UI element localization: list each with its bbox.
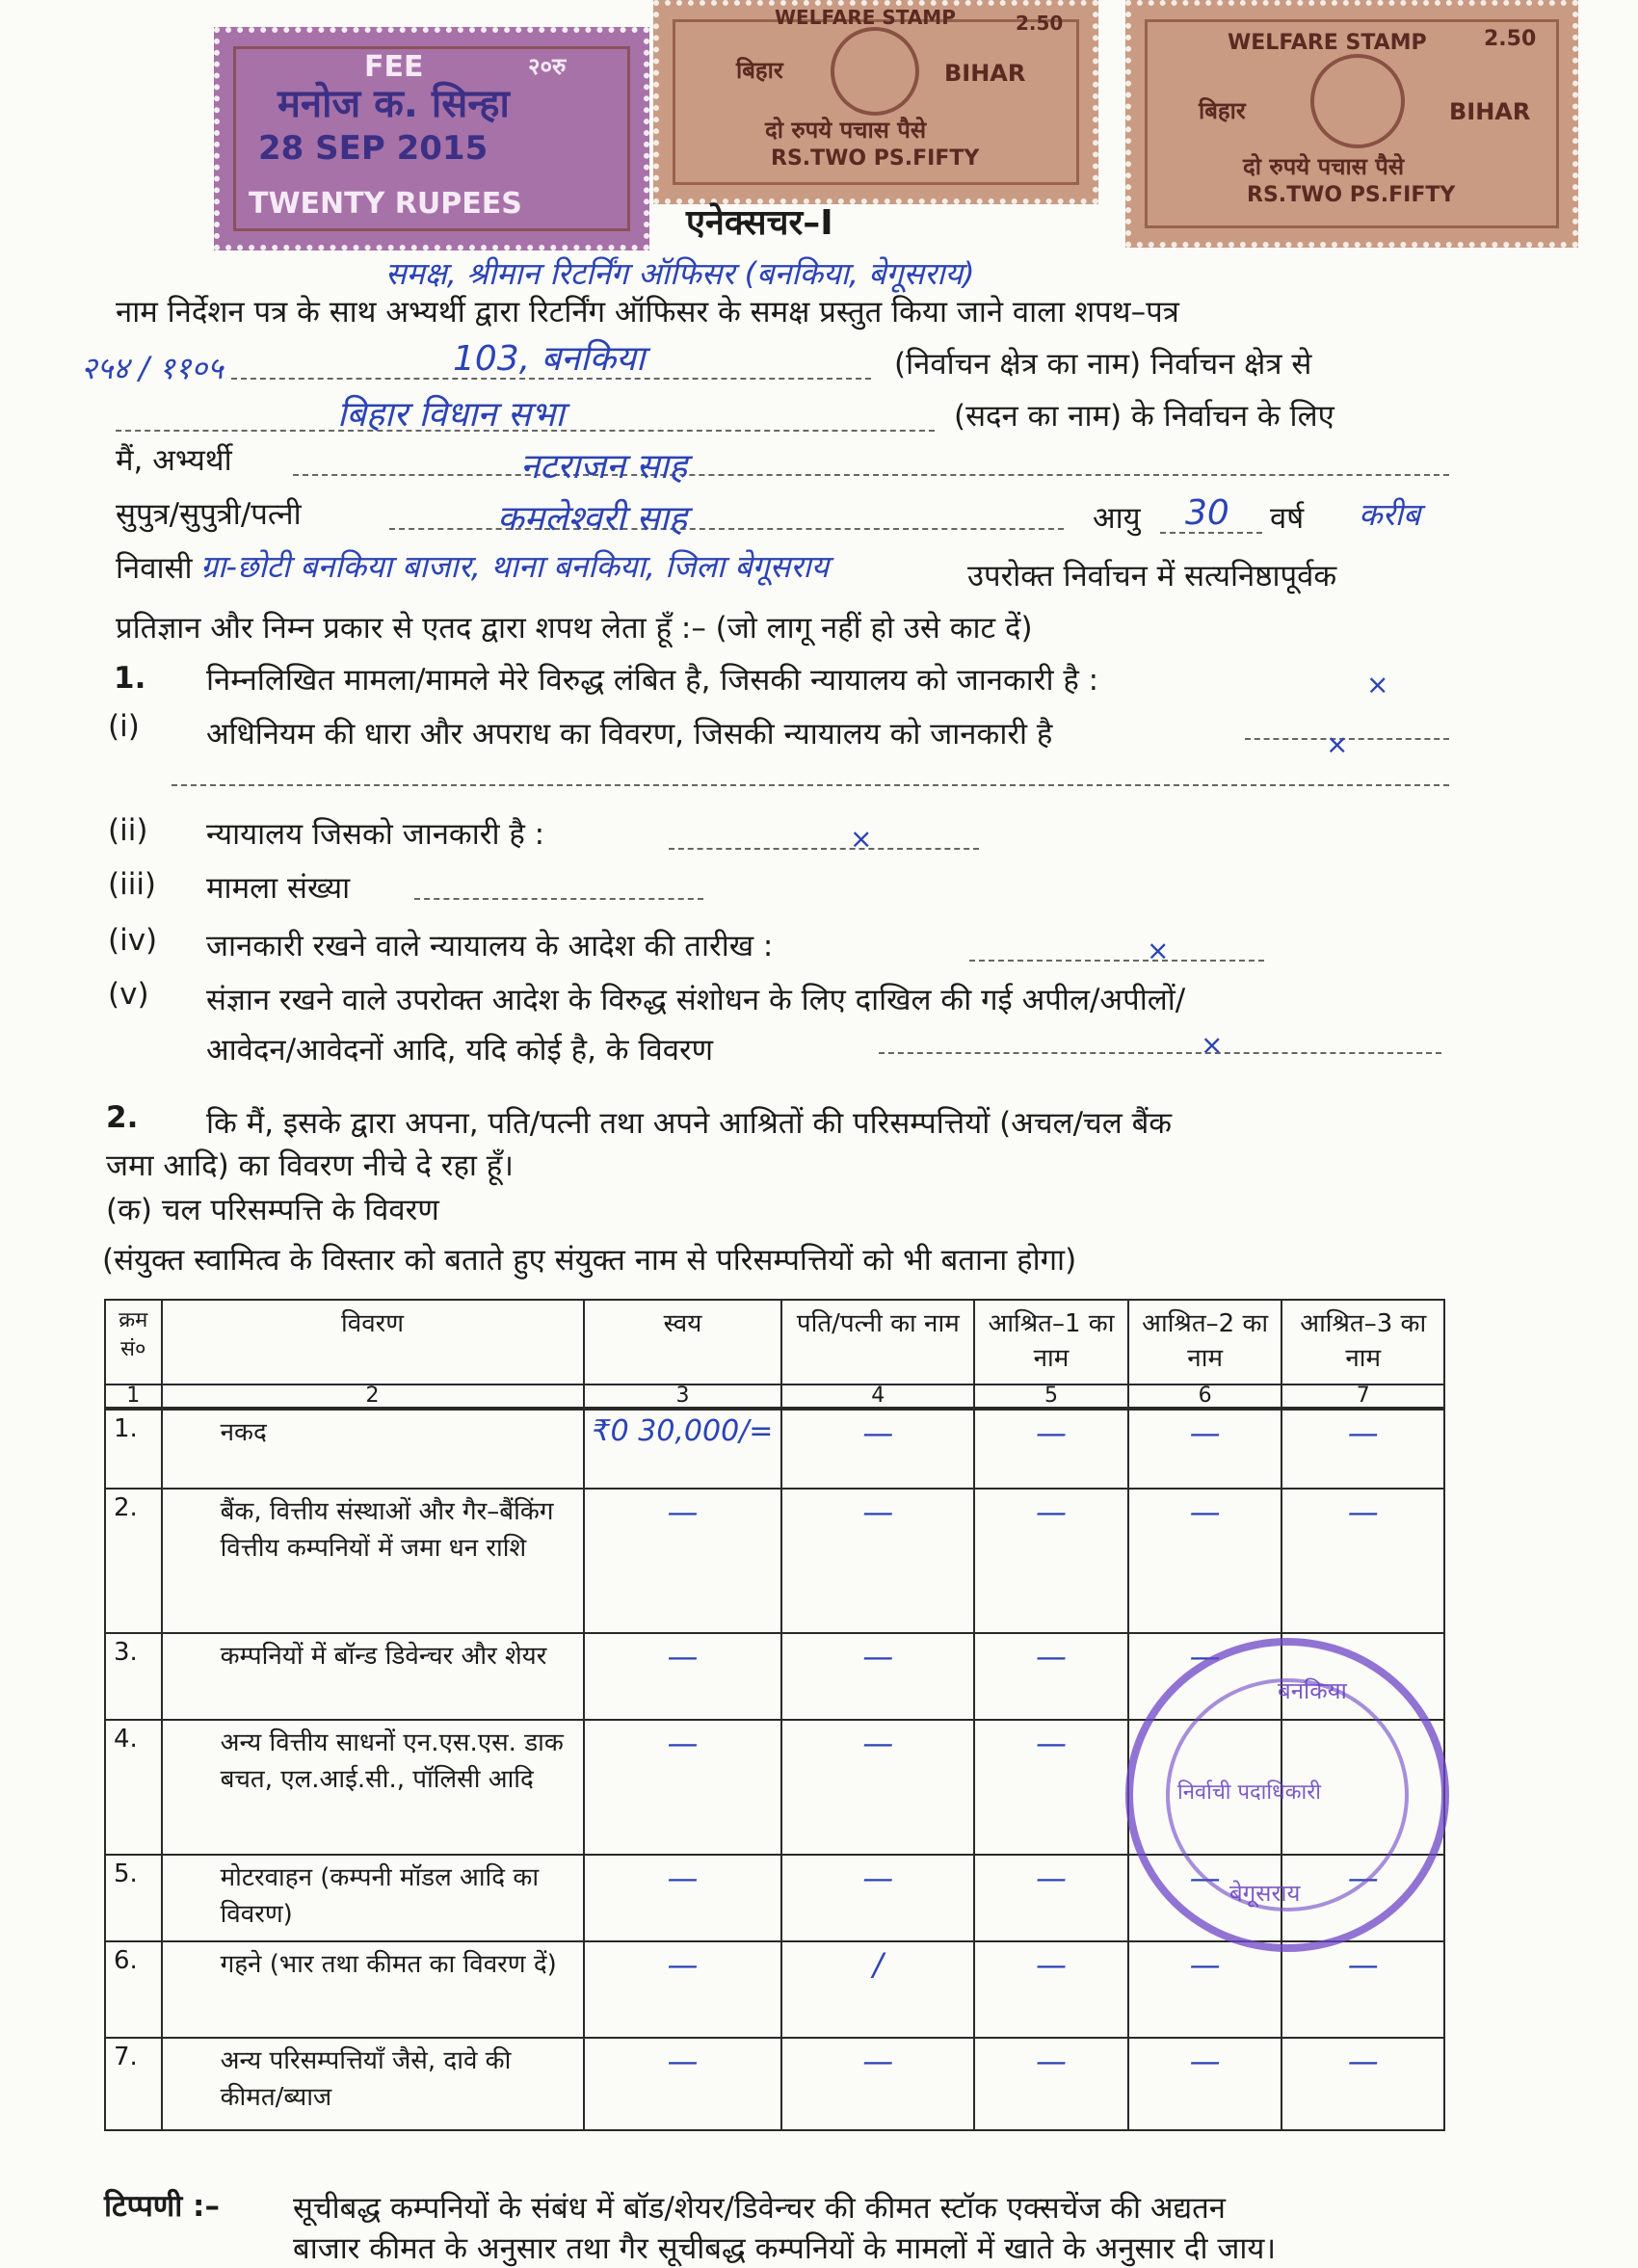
row-number: 1. [105, 1409, 162, 1489]
handwritten-candidate-name: नटराजन साह [520, 447, 688, 487]
row-value-self: — [584, 1489, 782, 1633]
row-value-spouse: — [781, 1855, 974, 1941]
table-row [105, 1409, 1444, 1489]
stamp-overprint-name: मनोज क. सिन्हा [277, 82, 510, 126]
stamp-state-hi: बिहार [736, 57, 783, 84]
note-line-1: सूचीबद्ध कम्पनियों के संबंध में बॉड/शेयर/डिवेन्चर की कीमत स्टॉक एक्सचेंज की अद्यतन [293, 2191, 1226, 2226]
stamp-amount-hi: दो रुपये पचास पैसे [1243, 153, 1405, 180]
section-2-text-2: जमा आदि) का विवरण नीचे दे रहा हूँ। [106, 1148, 515, 1183]
oath-line: प्रतिज्ञान और निम्न प्रकार से एतद द्वारा शपथ लेता हूँ :– (जो लागू नहीं हो उसे काट दें) [116, 611, 1033, 646]
item-i-number: (i) [108, 709, 140, 744]
handwritten-constituency: 103, बनकिया [453, 339, 646, 379]
section-2-text-1: कि मैं, इसके द्वारा अपना, पति/पत्नी तथा अपने आश्रितों की परिसम्पत्तियों (अचल/चल बैंक [206, 1106, 1173, 1141]
row-value-spouse: / [781, 1941, 974, 2038]
row-value-self: — [584, 1720, 782, 1855]
item-v-text-1: संज्ञान रखने वाले उपरोक्त आदेश के विरुद्ध संशोधन के लिए दाखिल की गई अपील/अपीलों/ [206, 983, 1186, 1017]
row-value-spouse: — [781, 1633, 974, 1720]
row-value-dependent-3: — [1281, 1855, 1444, 1941]
table-row [105, 1941, 1444, 2038]
constituency-label: (निर्वाचन क्षेत्र का नाम) निर्वाचन क्षेत्र से [894, 347, 1312, 382]
row-description: नकद [162, 1409, 584, 1489]
subsection-ka: (क) चल परिसम्पत्ति के विवरण [106, 1193, 439, 1227]
row-value-dependent-1: — [974, 1489, 1128, 1633]
item-v-text-2: आवेदन/आवेदनों आदि, यदि कोई है, के विवरण [206, 1033, 714, 1068]
stamp-state-en: BIHAR [944, 60, 1026, 87]
column-number: 7 [1281, 1385, 1444, 1409]
relation-fill-line [389, 528, 1064, 530]
row-description: अन्य वित्तीय साधनों एन.एस.एस. डाक बचत, एल.आई.सी., पॉलिसी आदि [162, 1720, 584, 1855]
table-row [105, 1489, 1444, 1633]
table-header: आश्रित–1 का नाम [974, 1300, 1128, 1385]
row-description: बैंक, वित्तीय संस्थाओं और गैर–बैंकिंग वित्तीय कम्पनियों में जमा धन राशि [162, 1489, 584, 1633]
intro-line-1: नाम निर्देशन पत्र के साथ अभ्यर्थी द्वारा रिटर्निंग ऑफिसर के समक्ष प्रस्तुत किया जाने वाला शपथ–पत्र [116, 295, 1179, 330]
row-value-dependent-3: — [1281, 1409, 1444, 1489]
row-value-self: — [584, 1941, 782, 2038]
row-value-dependent-2: — [1128, 1489, 1282, 1633]
row-value-spouse: — [781, 2038, 974, 2130]
item-ii-number: (ii) [108, 813, 148, 848]
welfare-stamp-1 [653, 0, 1098, 204]
handwritten-house: बिहार विधान सभा [337, 395, 565, 435]
official-seal [1125, 1638, 1449, 1952]
row-value-dependent-1: — [974, 1720, 1128, 1855]
stamp-emblem-icon [831, 27, 919, 116]
table-header: क्रम सं० [105, 1300, 162, 1385]
row-value-dependent-1: — [974, 1633, 1128, 1720]
row-value-dependent-2: — [1128, 1941, 1282, 2038]
row-value-spouse: — [781, 1489, 974, 1633]
row-number: 2. [105, 1489, 162, 1633]
row-value-dependent-1: — [974, 1855, 1128, 1941]
row-value-dependent-3: — [1281, 2038, 1444, 2130]
table-header: विवरण [162, 1300, 584, 1385]
handwritten-address: ग्रा-छोटी बनकिया बाजार, थाना बनकिया, जिला बेगूसराय [200, 548, 830, 585]
column-number: 1 [105, 1385, 162, 1409]
column-number: 6 [1128, 1385, 1282, 1409]
stamp-state-en: BIHAR [1449, 98, 1531, 125]
stamp-corner-value: 2.50 [1484, 27, 1537, 51]
residence-label: निवासी [116, 551, 193, 586]
row-number: 4. [105, 1720, 162, 1855]
row-description: गहने (भार तथा कीमत का विवरण दें) [162, 1941, 584, 2038]
table-header: आश्रित–2 का नाम [1128, 1300, 1282, 1385]
item-iii-text: मामला संख्या [206, 871, 351, 906]
row-value-self: — [584, 1855, 782, 1941]
welfare-stamp-2 [1125, 0, 1578, 248]
row-number: 6. [105, 1941, 162, 2038]
handwritten-strike-mark: ⨯ [1147, 935, 1170, 966]
relation-label: सुपुत्र/सुपुत्री/पत्नी [116, 497, 302, 532]
page-title: एनेक्सचर–I [686, 203, 833, 243]
house-label: (सदन का नाम) के निर्वाचन के लिए [954, 399, 1334, 434]
handwritten-strike-mark: ⨯ [1366, 669, 1389, 700]
section-1-number: 1. [114, 661, 146, 696]
row-value-dependent-2: — [1128, 1633, 1282, 1720]
row-value-dependent-2: — [1128, 2038, 1282, 2130]
item-v-number: (v) [108, 977, 149, 1012]
seal-text-bottom: बेगूसराय [1229, 1880, 1301, 1907]
stamp-corner-value: 2.50 [1016, 12, 1064, 35]
item-v-fill-line [879, 1052, 1441, 1054]
column-number: 2 [162, 1385, 584, 1409]
row-number: 7. [105, 2038, 162, 2130]
column-number: 3 [584, 1385, 782, 1409]
row-value-dependent-1: — [974, 1409, 1128, 1489]
row-description: अन्य परिसम्पत्तियाँ जैसे, दावे की कीमत/ब्याज [162, 2038, 584, 2130]
note-line-2: बाजार कीमत के अनुसार तथा गैर सूचीबद्ध कम्पनियों के मामलों में खाते के अनुसार दी जाय। [293, 2231, 1277, 2266]
handwritten-strike-mark: ⨯ [850, 823, 873, 855]
row-value-dependent-3: — [1281, 1941, 1444, 2038]
stamp-emblem-icon [1310, 54, 1405, 148]
section-1-text: निम्नलिखित मामला/मामले मेरे विरुद्ध लंबित है, जिसकी न्यायालय को जानकारी है : [206, 663, 1099, 698]
candidate-label: मैं, अभ्यर्थी [116, 443, 232, 478]
stamp-top-text: WELFARE STAMP [775, 6, 956, 29]
handwritten-age-note: करीब [1359, 496, 1421, 533]
row-value-self: — [584, 1633, 782, 1720]
row-value-dependent-1: — [974, 1941, 1128, 2038]
row-value-spouse: — [781, 1720, 974, 1855]
handwritten-addressee: समक्ष, श्रीमान रिटर्निंग ऑफिसर (बनकिया, बेगूसराय) [385, 255, 975, 292]
row-value-dependent-2: — [1128, 1409, 1282, 1489]
row-number: 3. [105, 1633, 162, 1720]
court-fee-stamp [214, 27, 649, 251]
item-i-text: अधिनियम की धारा और अपराध का विवरण, जिसकी न्यायालय को जानकारी है [206, 717, 1053, 752]
stamp-fee-value: २०रु [528, 53, 567, 80]
column-number: 5 [974, 1385, 1128, 1409]
seal-text-top: बनकिया [1278, 1677, 1347, 1704]
stamp-amount-en: RS.TWO PS.FIFTY [1247, 183, 1456, 207]
item-ii-fill-line [669, 848, 979, 850]
row-value-dependent-2: — [1128, 1855, 1282, 1941]
table-header: पति/पत्नी का नाम [781, 1300, 974, 1385]
item-iii-fill-line [414, 898, 703, 900]
handwritten-strike-mark: ⨯ [1201, 1029, 1224, 1061]
stamp-amount-hi: दो रुपये पचास पैसे [765, 117, 927, 144]
candidate-fill-line [293, 474, 1449, 476]
row-value-self: — [584, 2038, 782, 2130]
age-unit: वर्ष [1270, 501, 1305, 536]
row-value-dependent-1: — [974, 2038, 1128, 2130]
joint-ownership-note: (संयुक्त स्वामित्व के विस्तार को बताते हुए संयुक्त नाम से परिसम्पत्तियों को भी बताना होगा) [102, 1243, 1077, 1278]
age-label: आयु [1093, 501, 1141, 536]
item-iv-text: जानकारी रखने वाले न्यायालय के आदेश की तारीख : [206, 929, 774, 963]
item-iv-fill-line [969, 960, 1264, 962]
table-row [105, 2038, 1444, 2130]
row-value-spouse: — [781, 1409, 974, 1489]
handwritten-age: 30 [1185, 493, 1229, 533]
stamp-amount-en: RS.TWO PS.FIFTY [771, 146, 980, 171]
item-i-fill-line-2 [172, 784, 1449, 786]
table-header: स्वय [584, 1300, 782, 1385]
row-description: मोटरवाहन (कम्पनी मॉडल आदि का विवरण) [162, 1855, 584, 1941]
table-header: आश्रित–3 का नाम [1281, 1300, 1444, 1385]
handwritten-margin-note: २५४ / ११०५ [81, 350, 224, 386]
handwritten-parent-name: कमलेश्वरी साह [497, 499, 688, 539]
row-value-dependent-3: — [1281, 1489, 1444, 1633]
section-2-number: 2. [106, 1100, 139, 1135]
stamp-overprint-date: 28 SEP 2015 [258, 129, 489, 168]
row-description: कम्पनियों में बॉन्ड डिवेन्चर और शेयर [162, 1633, 584, 1720]
column-number: 4 [781, 1385, 974, 1409]
stamp-fee-bottom: TWENTY RUPEES [249, 187, 522, 221]
item-ii-text: न्यायालय जिसको जानकारी है : [206, 817, 545, 852]
note-label: टिप्पणी :– [104, 2189, 220, 2224]
row-number: 5. [105, 1855, 162, 1941]
item-iii-number: (iii) [108, 867, 157, 902]
stamp-top-text: WELFARE STAMP [1228, 31, 1427, 55]
item-iv-number: (iv) [108, 923, 158, 958]
stamp-state-hi: बिहार [1199, 97, 1246, 124]
residence-tail: उपरोक्त निर्वाचन में सत्यनिष्ठापूर्वक [967, 559, 1337, 593]
handwritten-strike-mark: ⨯ [1326, 728, 1349, 760]
row-value-self: ₹0 30,000/= [584, 1409, 782, 1489]
seal-text-side: निर्वाची पदाधिकारी [1177, 1780, 1321, 1805]
stamp-fee-label: FEE [364, 50, 424, 84]
